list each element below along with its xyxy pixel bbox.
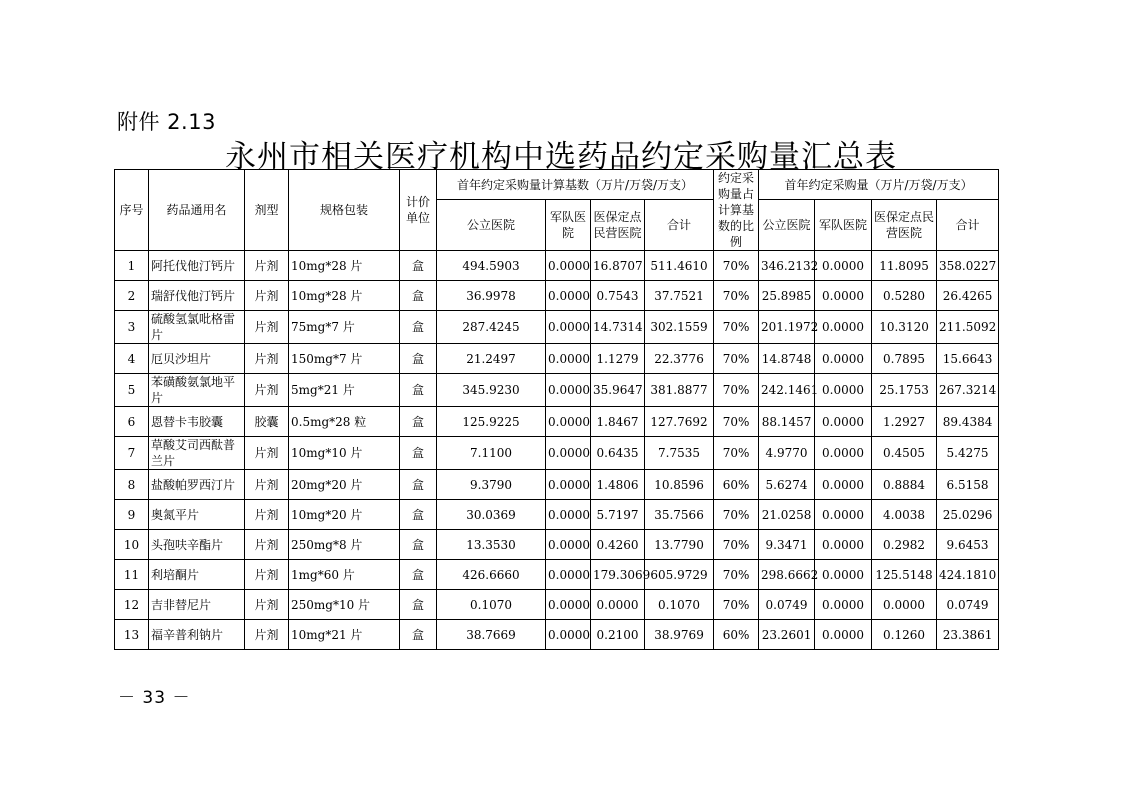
cell-form: 片剂	[245, 590, 289, 620]
cell-spec: 75mg*7 片	[289, 311, 400, 344]
cell-seq: 2	[115, 281, 149, 311]
table-row	[115, 500, 999, 530]
cell-form: 片剂	[245, 311, 289, 344]
cell-seq: 1	[115, 251, 149, 281]
header-dosage-form: 剂型	[245, 170, 289, 251]
cell-drug-name: 草酸艾司西酞普兰片	[149, 437, 245, 470]
cell-base-public: 7.1100	[437, 437, 546, 470]
cell-volume-total: 267.3214	[937, 374, 999, 407]
cell-base-private: 0.4260	[591, 530, 645, 560]
cell-base-military: 0.0000	[546, 437, 591, 470]
cell-volume-private: 11.8095	[872, 251, 937, 281]
cell-volume-private: 0.5280	[872, 281, 937, 311]
cell-volume-military: 0.0000	[815, 407, 872, 437]
cell-base-military: 0.0000	[546, 620, 591, 650]
cell-seq: 5	[115, 374, 149, 407]
cell-form: 片剂	[245, 344, 289, 374]
cell-form: 片剂	[245, 620, 289, 650]
cell-base-private: 35.9647	[591, 374, 645, 407]
cell-volume-total: 211.5092	[937, 311, 999, 344]
cell-volume-military: 0.0000	[815, 560, 872, 590]
cell-base-total: 13.7790	[645, 530, 714, 560]
cell-unit: 盒	[400, 530, 437, 560]
cell-volume-military: 0.0000	[815, 344, 872, 374]
header-unit: 计价单位	[400, 170, 437, 251]
cell-unit: 盒	[400, 437, 437, 470]
cell-unit: 盒	[400, 344, 437, 374]
cell-ratio: 70%	[714, 500, 759, 530]
table-row	[115, 530, 999, 560]
cell-form: 片剂	[245, 500, 289, 530]
cell-volume-military: 0.0000	[815, 530, 872, 560]
cell-form: 片剂	[245, 560, 289, 590]
cell-base-public: 125.9225	[437, 407, 546, 437]
cell-spec: 20mg*20 片	[289, 470, 400, 500]
cell-base-public: 426.6660	[437, 560, 546, 590]
cell-drug-name: 阿托伐他汀钙片	[149, 251, 245, 281]
cell-base-private: 1.4806	[591, 470, 645, 500]
cell-base-total: 0.1070	[645, 590, 714, 620]
header-base-public: 公立医院	[437, 200, 546, 251]
cell-volume-total: 25.0296	[937, 500, 999, 530]
cell-form: 片剂	[245, 530, 289, 560]
cell-seq: 8	[115, 470, 149, 500]
cell-base-military: 0.0000	[546, 374, 591, 407]
cell-ratio: 70%	[714, 311, 759, 344]
cell-volume-total: 358.0227	[937, 251, 999, 281]
table-row	[115, 407, 999, 437]
cell-spec: 10mg*21 片	[289, 620, 400, 650]
table-row	[115, 470, 999, 500]
cell-volume-military: 0.0000	[815, 437, 872, 470]
header-volume-military: 军队医院	[815, 200, 872, 251]
cell-volume-private: 1.2927	[872, 407, 937, 437]
header-volume-public: 公立医院	[759, 200, 815, 251]
cell-base-private: 179.3069	[591, 560, 645, 590]
table-row	[115, 437, 999, 470]
cell-seq: 10	[115, 530, 149, 560]
cell-volume-private: 10.3120	[872, 311, 937, 344]
cell-volume-military: 0.0000	[815, 620, 872, 650]
cell-base-total: 7.7535	[645, 437, 714, 470]
cell-ratio: 70%	[714, 374, 759, 407]
cell-volume-private: 0.2982	[872, 530, 937, 560]
cell-volume-public: 0.0749	[759, 590, 815, 620]
cell-base-total: 22.3776	[645, 344, 714, 374]
table-row	[115, 311, 999, 344]
cell-base-public: 36.9978	[437, 281, 546, 311]
cell-ratio: 60%	[714, 620, 759, 650]
cell-unit: 盒	[400, 470, 437, 500]
cell-volume-public: 23.2601	[759, 620, 815, 650]
header-spec: 规格包装	[289, 170, 400, 251]
cell-base-military: 0.0000	[546, 251, 591, 281]
cell-volume-total: 0.0749	[937, 590, 999, 620]
cell-base-military: 0.0000	[546, 344, 591, 374]
cell-base-military: 0.0000	[546, 500, 591, 530]
cell-base-public: 345.9230	[437, 374, 546, 407]
cell-base-total: 37.7521	[645, 281, 714, 311]
procurement-table	[114, 169, 999, 650]
cell-base-public: 9.3790	[437, 470, 546, 500]
cell-drug-name: 利培酮片	[149, 560, 245, 590]
cell-drug-name: 福辛普利钠片	[149, 620, 245, 650]
cell-drug-name: 头孢呋辛酯片	[149, 530, 245, 560]
cell-base-military: 0.0000	[546, 470, 591, 500]
cell-ratio: 70%	[714, 530, 759, 560]
cell-unit: 盒	[400, 590, 437, 620]
cell-unit: 盒	[400, 251, 437, 281]
cell-ratio: 70%	[714, 437, 759, 470]
header-base-private: 医保定点民营医院	[591, 200, 645, 251]
cell-volume-public: 298.6662	[759, 560, 815, 590]
cell-volume-private: 0.4505	[872, 437, 937, 470]
cell-seq: 7	[115, 437, 149, 470]
cell-unit: 盒	[400, 374, 437, 407]
cell-volume-private: 0.1260	[872, 620, 937, 650]
cell-spec: 10mg*20 片	[289, 500, 400, 530]
cell-spec: 10mg*10 片	[289, 437, 400, 470]
cell-base-military: 0.0000	[546, 560, 591, 590]
header-ratio: 约定采购量占计算基数的比例	[714, 170, 759, 251]
cell-ratio: 70%	[714, 560, 759, 590]
cell-base-private: 14.7314	[591, 311, 645, 344]
cell-spec: 0.5mg*28 粒	[289, 407, 400, 437]
cell-spec: 250mg*8 片	[289, 530, 400, 560]
cell-volume-public: 346.2132	[759, 251, 815, 281]
cell-base-public: 494.5903	[437, 251, 546, 281]
cell-drug-name: 奥氮平片	[149, 500, 245, 530]
cell-base-military: 0.0000	[546, 530, 591, 560]
table-row	[115, 374, 999, 407]
cell-volume-public: 4.9770	[759, 437, 815, 470]
header-row-1	[115, 170, 999, 200]
cell-volume-total: 5.4275	[937, 437, 999, 470]
cell-seq: 13	[115, 620, 149, 650]
cell-ratio: 60%	[714, 470, 759, 500]
cell-volume-private: 0.8884	[872, 470, 937, 500]
cell-base-private: 0.2100	[591, 620, 645, 650]
header-drug-name: 药品通用名	[149, 170, 245, 251]
cell-volume-military: 0.0000	[815, 311, 872, 344]
cell-base-private: 0.7543	[591, 281, 645, 311]
cell-base-military: 0.0000	[546, 590, 591, 620]
table-row	[115, 344, 999, 374]
cell-drug-name: 硫酸氢氯吡格雷片	[149, 311, 245, 344]
cell-spec: 10mg*28 片	[289, 281, 400, 311]
cell-base-private: 5.7197	[591, 500, 645, 530]
cell-base-public: 0.1070	[437, 590, 546, 620]
cell-base-total: 511.4610	[645, 251, 714, 281]
cell-base-military: 0.0000	[546, 407, 591, 437]
cell-volume-private: 4.0038	[872, 500, 937, 530]
cell-volume-total: 26.4265	[937, 281, 999, 311]
cell-volume-military: 0.0000	[815, 590, 872, 620]
cell-volume-public: 5.6274	[759, 470, 815, 500]
cell-base-total: 605.9729	[645, 560, 714, 590]
cell-ratio: 70%	[714, 590, 759, 620]
document-title: 永州市相关医疗机构中选药品约定采购量汇总表	[225, 139, 897, 175]
header-base-total: 合计	[645, 200, 714, 251]
cell-volume-total: 6.5158	[937, 470, 999, 500]
cell-form: 片剂	[245, 251, 289, 281]
cell-drug-name: 苯磺酸氨氯地平片	[149, 374, 245, 407]
page-number: － 33 －	[118, 688, 191, 708]
cell-base-total: 381.8877	[645, 374, 714, 407]
cell-base-private: 1.1279	[591, 344, 645, 374]
cell-volume-private: 0.7895	[872, 344, 937, 374]
cell-seq: 11	[115, 560, 149, 590]
cell-base-private: 16.8707	[591, 251, 645, 281]
cell-base-total: 35.7566	[645, 500, 714, 530]
cell-ratio: 70%	[714, 281, 759, 311]
cell-base-public: 30.0369	[437, 500, 546, 530]
header-base-military: 军队医院	[546, 200, 591, 251]
header-seq: 序号	[115, 170, 149, 251]
cell-drug-name: 盐酸帕罗西汀片	[149, 470, 245, 500]
cell-seq: 12	[115, 590, 149, 620]
table-row	[115, 251, 999, 281]
cell-base-private: 0.0000	[591, 590, 645, 620]
cell-seq: 3	[115, 311, 149, 344]
cell-volume-public: 88.1457	[759, 407, 815, 437]
cell-drug-name: 瑞舒伐他汀钙片	[149, 281, 245, 311]
cell-unit: 盒	[400, 407, 437, 437]
cell-volume-public: 201.1972	[759, 311, 815, 344]
cell-volume-private: 125.5148	[872, 560, 937, 590]
cell-form: 片剂	[245, 437, 289, 470]
cell-base-military: 0.0000	[546, 281, 591, 311]
cell-ratio: 70%	[714, 251, 759, 281]
table-row	[115, 560, 999, 590]
cell-volume-public: 9.3471	[759, 530, 815, 560]
cell-base-total: 127.7692	[645, 407, 714, 437]
cell-unit: 盒	[400, 620, 437, 650]
cell-unit: 盒	[400, 311, 437, 344]
table-row	[115, 590, 999, 620]
cell-volume-total: 424.1810	[937, 560, 999, 590]
cell-unit: 盒	[400, 281, 437, 311]
cell-spec: 10mg*28 片	[289, 251, 400, 281]
cell-volume-public: 25.8985	[759, 281, 815, 311]
cell-volume-public: 21.0258	[759, 500, 815, 530]
cell-spec: 250mg*10 片	[289, 590, 400, 620]
header-base-group: 首年约定采购量计算基数（万片/万袋/万支）	[437, 170, 714, 200]
cell-base-private: 0.6435	[591, 437, 645, 470]
cell-ratio: 70%	[714, 344, 759, 374]
cell-base-private: 1.8467	[591, 407, 645, 437]
cell-base-public: 21.2497	[437, 344, 546, 374]
attachment-label: 附件 2.13	[117, 110, 216, 134]
cell-seq: 9	[115, 500, 149, 530]
cell-volume-military: 0.0000	[815, 470, 872, 500]
cell-volume-military: 0.0000	[815, 281, 872, 311]
cell-unit: 盒	[400, 500, 437, 530]
header-volume-total: 合计	[937, 200, 999, 251]
cell-form: 片剂	[245, 470, 289, 500]
cell-base-public: 13.3530	[437, 530, 546, 560]
cell-form: 胶囊	[245, 407, 289, 437]
cell-drug-name: 厄贝沙坦片	[149, 344, 245, 374]
cell-volume-total: 89.4384	[937, 407, 999, 437]
cell-volume-public: 14.8748	[759, 344, 815, 374]
cell-volume-public: 242.1461	[759, 374, 815, 407]
cell-form: 片剂	[245, 281, 289, 311]
cell-form: 片剂	[245, 374, 289, 407]
table-row	[115, 620, 999, 650]
cell-volume-military: 0.0000	[815, 500, 872, 530]
table-row	[115, 281, 999, 311]
header-volume-group: 首年约定采购量（万片/万袋/万支）	[759, 170, 999, 200]
cell-volume-total: 23.3861	[937, 620, 999, 650]
cell-base-total: 38.9769	[645, 620, 714, 650]
cell-spec: 150mg*7 片	[289, 344, 400, 374]
cell-volume-military: 0.0000	[815, 374, 872, 407]
cell-seq: 4	[115, 344, 149, 374]
cell-seq: 6	[115, 407, 149, 437]
cell-base-public: 38.7669	[437, 620, 546, 650]
cell-spec: 1mg*60 片	[289, 560, 400, 590]
cell-drug-name: 恩替卡韦胶囊	[149, 407, 245, 437]
cell-base-total: 302.1559	[645, 311, 714, 344]
cell-volume-private: 0.0000	[872, 590, 937, 620]
cell-volume-total: 9.6453	[937, 530, 999, 560]
cell-volume-private: 25.1753	[872, 374, 937, 407]
cell-volume-total: 15.6643	[937, 344, 999, 374]
cell-base-public: 287.4245	[437, 311, 546, 344]
cell-base-total: 10.8596	[645, 470, 714, 500]
cell-spec: 5mg*21 片	[289, 374, 400, 407]
cell-base-military: 0.0000	[546, 311, 591, 344]
cell-unit: 盒	[400, 560, 437, 590]
cell-volume-military: 0.0000	[815, 251, 872, 281]
cell-ratio: 70%	[714, 407, 759, 437]
cell-drug-name: 吉非替尼片	[149, 590, 245, 620]
header-volume-private: 医保定点民营医院	[872, 200, 937, 251]
